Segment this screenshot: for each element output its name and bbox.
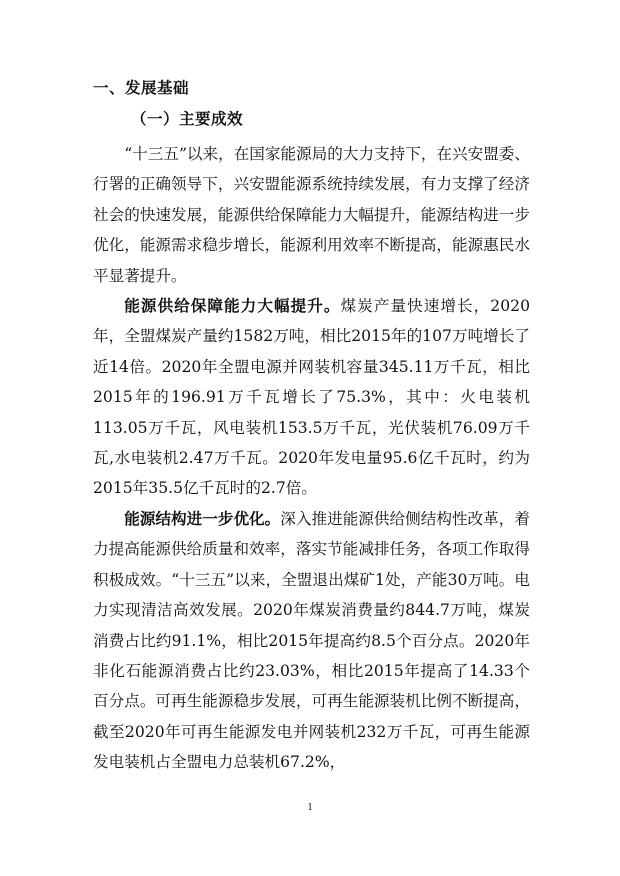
paragraph-structure-optimization (93, 504, 530, 778)
paragraph-text: “十三五”以来，在国家能源局的大力支持下，在兴安盟委、行署的正确领导下，兴安盟能源系统持续发展，有力支撑了经济社会的快速发展，能源供给保障能力大幅提升，能源结构进一步优化，能源需求稳步增长，能源利用效率不断提高，能源惠民水平显著提升。 (93, 145, 530, 285)
paragraph-lead: 能源结构进一步优化。 (124, 510, 281, 528)
section-heading: 一、发展基础 (93, 79, 190, 97)
paragraph-intro (93, 139, 530, 291)
paragraph-text: 煤炭产量快速增长，2020年，全盟煤炭产量约1582万吨，相比2015年的107万吨增长了近14倍。2020年全盟电源并网装机容量345.11万千瓦，相比2015年的196.91万千瓦增长了75.3%，其中：火电装机113.05万千瓦，风电装机153.5万千瓦，光伏装机76.09万千瓦,水电装机2.47万千瓦。2020年发电量95.6亿千瓦时，约为2015年35.5亿千瓦时的2.7倍。 (93, 297, 530, 498)
paragraph-lead: 能源供给保障能力大幅提升。 (124, 297, 341, 315)
subsection-heading: （一）主要成效 (131, 110, 244, 128)
page-number: 1 (307, 801, 313, 813)
paragraph-text: 深入推进能源供给侧结构性改革，着力提高能源供给质量和效率，落实节能减排任务，各项工作取得积极成效。“十三五”以来，全盟退出煤矿1处，产能30万吨。电力实现清洁高效发展。2020年煤炭消费量约844.7万吨，煤炭消费占比约91.1%，相比2015年提高约8.5个百分点。2020年非化石能源消费占比约23.03%，相比2015年提高了14.33个百分点。可再生能源稳步发展，可再生能源装机比例不断提高，截至2020年可再生能源发电并网装机232万千瓦，可再生能源发电装机占全盟电力总装机67.2%， (93, 510, 530, 772)
paragraph-supply-capacity (93, 291, 530, 504)
